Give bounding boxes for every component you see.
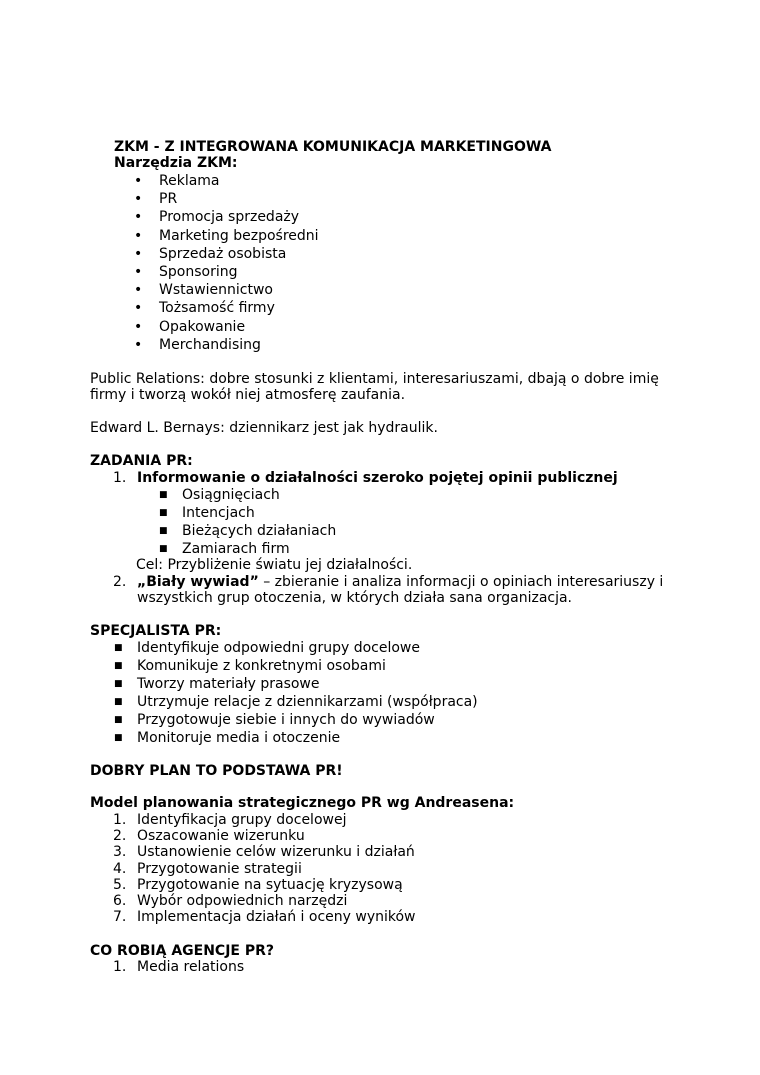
list-item: Oszacowanie wizerunku — [137, 828, 305, 844]
pr-definition-line1: Public Relations: dobre stosunki z klientami, interesariuszami, dbają o dobre imię — [90, 371, 659, 387]
list-item: Ustanowienie celów wizerunku i działań — [137, 844, 415, 860]
square-bullet-icon: ■ — [159, 526, 168, 536]
zkm-subtitle: Narzędzia ZKM: — [114, 155, 238, 171]
square-bullet-icon: ■ — [114, 643, 123, 653]
bullet-icon: • — [134, 173, 143, 189]
bullet-icon: • — [134, 209, 143, 225]
bullet-icon: • — [134, 228, 143, 244]
list-item: Sponsoring — [159, 264, 238, 280]
list-item: Merchandising — [159, 337, 261, 353]
dobry-plan-heading: DOBRY PLAN TO PODSTAWA PR! — [90, 763, 343, 779]
square-bullet-icon: ■ — [114, 715, 123, 725]
list-item: Marketing bezpośredni — [159, 228, 319, 244]
zadania-item2-title: „Biały wywiad” — [137, 574, 259, 590]
list-item: Wybór odpowiednich narzędzi — [137, 893, 348, 909]
zadania-item2 — [137, 574, 663, 591]
bullet-icon: • — [134, 264, 143, 280]
square-bullet-icon: ■ — [114, 661, 123, 671]
bullet-icon: • — [134, 337, 143, 353]
list-number: 5. — [113, 877, 127, 893]
list-item: Bieżących działaniach — [182, 523, 337, 539]
specjalista-heading: SPECJALISTA PR: — [90, 623, 222, 639]
list-item: Identyfikacja grupy docelowej — [137, 812, 347, 828]
zadania-cel: Cel: Przybliżenie światu jej działalności. — [136, 557, 413, 573]
list-number: 1. — [113, 959, 127, 975]
list-item: Tożsamość firmy — [159, 300, 275, 316]
list-number: 1. — [113, 812, 127, 828]
list-item: Intencjach — [182, 505, 255, 521]
zadania-heading: ZADANIA PR: — [90, 453, 193, 469]
list-item: Wstawiennictwo — [159, 282, 273, 298]
square-bullet-icon: ■ — [114, 697, 123, 707]
list-item: Osiągnięciach — [182, 487, 280, 503]
bullet-icon: • — [134, 282, 143, 298]
list-item: Opakowanie — [159, 319, 246, 335]
list-item: Identyfikuje odpowiedni grupy docelowe — [137, 640, 420, 656]
zadania-item2-line2: wszystkich grup otoczenia, w których działa sana organizacja. — [137, 590, 573, 606]
bullet-icon: • — [134, 191, 143, 207]
list-item: Media relations — [137, 959, 245, 975]
list-item: Implementacja działań i oceny wyników — [137, 909, 416, 925]
bullet-icon: • — [134, 319, 143, 335]
pr-definition-line2: firmy i tworzą wokół niej atmosferę zaufania. — [90, 387, 406, 403]
list-item: PR — [159, 191, 178, 207]
list-item: Monitoruje media i otoczenie — [137, 730, 341, 746]
list-item: Promocja sprzedaży — [159, 209, 300, 225]
list-number: 2. — [113, 828, 127, 844]
list-number: 6. — [113, 893, 127, 909]
list-item: Przygotowuje siebie i innych do wywiadów — [137, 712, 435, 728]
zadania-item1-title: Informowanie o działalności szeroko pojętej opinii publicznej — [137, 470, 618, 486]
list-number: 7. — [113, 909, 127, 925]
list-number: 2. — [113, 574, 127, 590]
list-item: Sprzedaż osobista — [159, 246, 287, 262]
square-bullet-icon: ■ — [159, 508, 168, 518]
list-number: 1. — [113, 470, 127, 486]
square-bullet-icon: ■ — [159, 544, 168, 554]
square-bullet-icon: ■ — [114, 733, 123, 743]
list-item: Reklama — [159, 173, 220, 189]
bullet-icon: • — [134, 300, 143, 316]
list-item: Utrzymuje relacje z dziennikarzami (współpraca) — [137, 694, 478, 710]
list-number: 4. — [113, 861, 127, 877]
bullet-icon: • — [134, 246, 143, 262]
zadania-item2-text: – zbieranie i analiza informacji o opiniach interesariuszy i — [258, 574, 664, 590]
bernays-quote: Edward L. Bernays: dziennikarz jest jak hydraulik. — [90, 420, 438, 436]
list-item: Komunikuje z konkretnymi osobami — [137, 658, 386, 674]
square-bullet-icon: ■ — [114, 679, 123, 689]
list-item: Przygotowanie strategii — [137, 861, 302, 877]
list-item: Przygotowanie na sytuację kryzysową — [137, 877, 403, 893]
list-item: Tworzy materiały prasowe — [137, 676, 320, 692]
model-heading: Model planowania strategicznego PR wg Andreasena: — [90, 795, 515, 811]
square-bullet-icon: ■ — [159, 490, 168, 500]
zkm-title: ZKM - Z INTEGROWANA KOMUNIKACJA MARKETINGOWA — [114, 139, 552, 155]
list-number: 3. — [113, 844, 127, 860]
list-item: Zamiarach firm — [182, 541, 290, 557]
agencje-heading: CO ROBIĄ AGENCJE PR? — [90, 943, 275, 959]
